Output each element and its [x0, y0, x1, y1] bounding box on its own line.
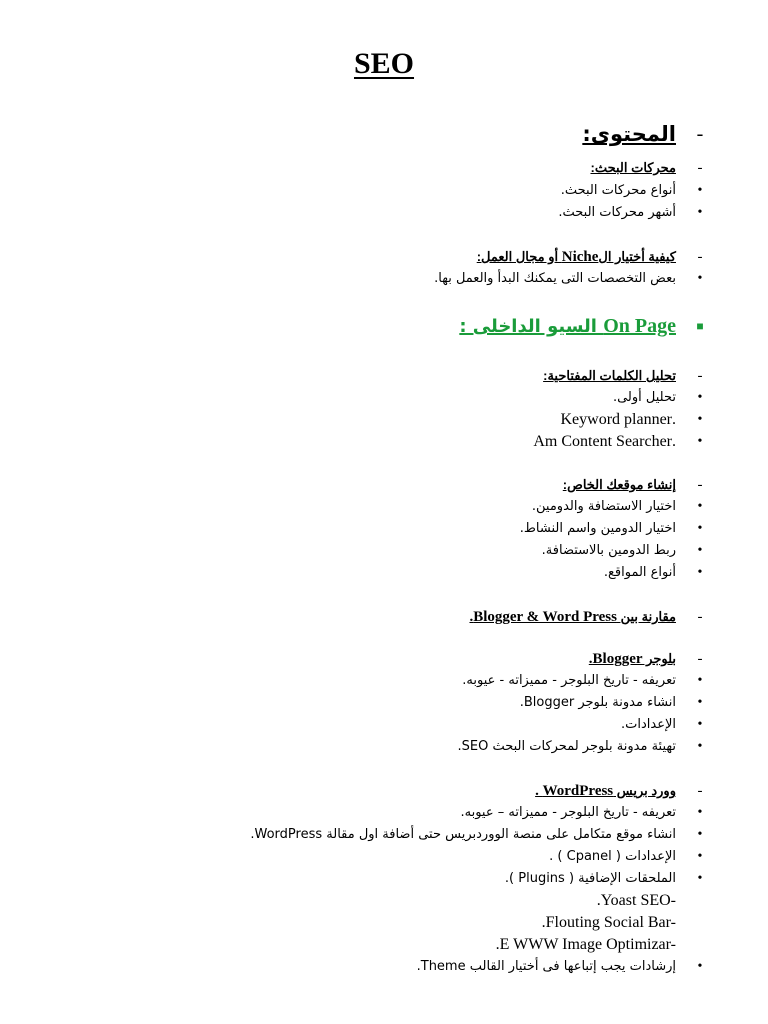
compare-heading: مقارنة بين Blogger & Word Press.	[469, 609, 676, 625]
list-item: ربط الدومين بالاستضافة.	[541, 543, 676, 558]
bullet-marker: •	[697, 849, 703, 864]
bullet-marker: •	[697, 205, 703, 220]
bullet-marker: •	[697, 412, 703, 427]
bullet-marker: •	[697, 717, 703, 732]
plugin-item: .Yoast SEO-	[596, 892, 676, 909]
square-marker: ■	[696, 319, 704, 333]
bullet-marker: •	[697, 434, 703, 449]
page-title: SEO	[353, 47, 415, 80]
list-item: أنواع المواقع.	[603, 565, 676, 580]
list-item: تعريفه - تاريخ البلوجر - مميزاته - عيوبه.	[462, 673, 676, 688]
bullet-marker: •	[697, 959, 703, 974]
list-item: تهيئة مدونة بلوجر لمحركات البحث SEO.	[457, 739, 676, 754]
bullet-marker: •	[697, 521, 703, 536]
bullet-marker: •	[697, 673, 703, 688]
bullet-marker: •	[697, 565, 703, 580]
bullet-marker: •	[697, 695, 703, 710]
niche-heading: كيفية أختيار الNiche أو مجال العمل:	[476, 249, 676, 265]
dash-marker: -	[697, 368, 703, 384]
bullet-marker: •	[697, 805, 703, 820]
list-item: الإعدادات ( Cpanel ) .	[549, 849, 676, 864]
search-engines-heading: محركات البحث:	[590, 160, 676, 175]
list-item: اختيار الاستضافة والدومين.	[531, 499, 676, 514]
keywords-heading: تحليل الكلمات المفتاحية:	[543, 368, 676, 383]
bullet-marker: •	[697, 827, 703, 842]
wordpress-heading: وورد بريس WordPress .	[535, 783, 676, 799]
blogger-heading: بلوجر Blogger.	[588, 651, 676, 667]
own-site-heading: إنشاء موقعك الخاص:	[562, 477, 676, 492]
list-item: بعض التخصصات التى يمكنك البدأ والعمل بها.	[434, 271, 676, 286]
dash-marker: -	[697, 160, 703, 176]
list-item: انشاء مدونة بلوجر Blogger.	[519, 695, 676, 710]
dash-marker: -	[697, 783, 703, 799]
bullet-marker: •	[697, 871, 703, 886]
content-heading: المحتوى:	[582, 122, 676, 146]
list-item: .Am Content Searcher	[533, 433, 676, 450]
list-item: .Keyword planner	[560, 411, 676, 428]
bullet-marker: •	[697, 271, 703, 286]
list-item: الإعدادات.	[621, 717, 676, 732]
bullet-marker: •	[697, 543, 703, 558]
bullet-marker: •	[697, 739, 703, 754]
plugin-item: .Flouting Social Bar-	[541, 914, 676, 931]
list-item: تحليل أولى.	[612, 390, 676, 405]
on-page-heading: On Page السيو الداخلى :	[459, 315, 676, 337]
list-item: تعريفه - تاريخ البلوجر - مميزاته – عيوبه.	[460, 805, 676, 820]
bullet-marker: •	[697, 183, 703, 198]
plugin-item: .E WWW Image Optimizar-	[495, 936, 676, 953]
dash-marker: -	[697, 609, 703, 625]
list-item: أشهر محركات البحث.	[558, 205, 676, 220]
bullet-marker: •	[697, 499, 703, 514]
list-item: انشاء موقع متكامل على منصة الووردبريس حتى أضافة اول مقالة WordPress.	[250, 827, 676, 842]
list-item: إرشادات يجب إتباعها فى أختيار القالب Theme.	[416, 959, 676, 974]
list-item: اختيار الدومين واسم النشاط.	[519, 521, 676, 536]
dash-marker: -	[697, 477, 703, 493]
bullet-marker: •	[697, 390, 703, 405]
dash-marker: -	[696, 123, 704, 145]
dash-marker: -	[697, 651, 703, 667]
list-item: الملحقات الإضافية ( Plugins ).	[504, 871, 676, 886]
dash-marker: -	[697, 249, 703, 265]
list-item: أنواع محركات البحث.	[560, 183, 676, 198]
